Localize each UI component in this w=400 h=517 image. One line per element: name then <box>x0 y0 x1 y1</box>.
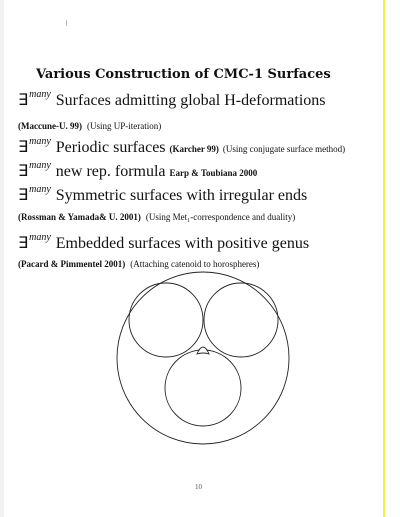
many-superscript: many <box>29 89 51 100</box>
outer-circle <box>117 272 289 444</box>
reference-note: (Attaching catenoid to horospheres) <box>130 259 260 269</box>
exists-symbol: ∃ <box>18 163 29 180</box>
item-text: Periodic surfaces <box>55 139 166 156</box>
left-horosphere <box>129 283 203 357</box>
many-superscript: many <box>29 232 51 243</box>
bottom-horosphere <box>165 350 241 426</box>
reference-note: (Using UP-iteration) <box>86 121 162 131</box>
page-number: 10 <box>195 483 202 491</box>
reference-authors: (Pacard & Pimmentel 2001) <box>18 259 126 269</box>
exists-symbol: ∃ <box>18 187 29 204</box>
item-reference: (Karcher 99) <box>169 144 219 154</box>
item-text: Embedded surfaces with positive genus <box>55 235 310 252</box>
catenoid-neck <box>197 347 209 354</box>
many-superscript: many <box>29 136 51 147</box>
reference-note: (Using Met₁-correspondence and duality) <box>145 212 296 222</box>
item-reference: Earp & Toubiana 2000 <box>169 168 258 178</box>
slide-title: Various Construction of CMC-1 Surfaces <box>36 67 331 82</box>
exists-symbol: ∃ <box>18 139 29 156</box>
reference-authors: (Rossman & Yamada& U. 2001) <box>18 212 141 222</box>
many-superscript: many <box>29 184 51 195</box>
many-superscript: many <box>29 160 51 171</box>
reference-authors: (Maccune-U. 99) <box>18 121 82 131</box>
exists-symbol: ∃ <box>18 235 29 252</box>
item-text: Surfaces admitting global H-deformations <box>55 92 326 109</box>
item-note: (Using conjugate surface method) <box>222 144 346 154</box>
right-horosphere <box>204 283 278 357</box>
exists-symbol: ∃ <box>18 92 29 109</box>
item-text: new rep. formula <box>55 163 166 180</box>
item-text: Symmetric surfaces with irregular ends <box>55 187 308 204</box>
